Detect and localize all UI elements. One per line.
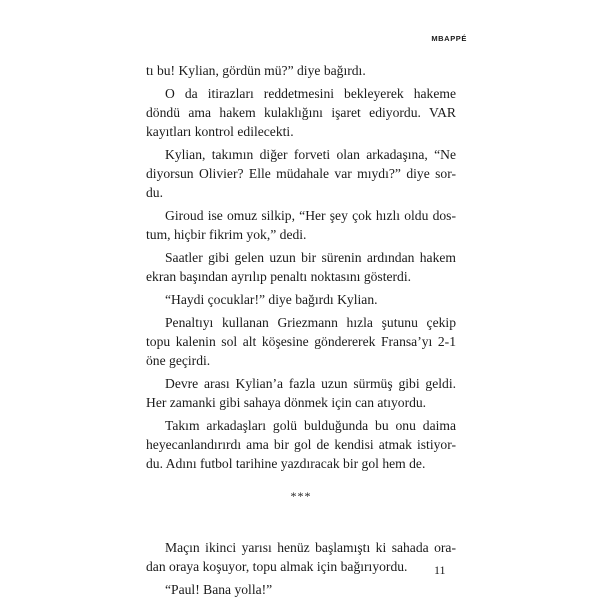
text-line: döndü ama hakem kulaklığını işaret ediyordu. VAR — [146, 105, 456, 120]
text-line: Her zamanki gibi sahaya dönmek için can atıyordu. — [146, 395, 427, 410]
section-separator: *** — [290, 489, 312, 503]
text-line: Maçın ikinci yarısı henüz başlamıştı ki sahada ora- — [165, 540, 456, 555]
page-number: 11 — [434, 563, 446, 577]
text-line: tı bu! Kylian, gördün mü?” diye bağırdı. — [146, 63, 366, 78]
text-line: tum, hiçbir fikrim yok,” dedi. — [146, 227, 307, 242]
text-line: heyecanlandırırdı ama bir gol de kendisi atmak istiyor- — [146, 437, 456, 452]
text-line: öne geçirdi. — [146, 353, 211, 368]
text-line: Giroud ise omuz silkip, “Her şey çok hızlı oldu dos- — [165, 208, 456, 223]
text-line: du. — [146, 185, 163, 200]
text-line: Kylian, takımın diğer forveti olan arkadaşına, “Ne — [165, 147, 456, 162]
text-line: O da itirazları reddetmesini bekleyerek hakeme — [165, 86, 456, 101]
text-line: dan oraya koşuyor, topu almak için bağırıyordu. — [146, 559, 408, 574]
text-line: Saatler gibi gelen uzun bir sürenin ardından hakem — [165, 250, 456, 265]
text-line: Penaltıyı kullanan Griezmann hızla şutunu çekip — [165, 315, 456, 330]
text-line: kayıtları kontrol edilecekti. — [146, 124, 294, 139]
text-line: Devre arası Kylian’a fazla uzun sürmüş gibi geldi. — [165, 376, 456, 391]
text-line: “Haydi çocuklar!” diye bağırdı Kylian. — [165, 292, 378, 307]
text-line: du. Adını futbol tarihine yazdıracak bir gol hem de. — [146, 456, 426, 471]
running-head: MBAPPÉ — [431, 34, 467, 43]
text-line: Takım arkadaşları golü bulduğunda bu onu daima — [165, 418, 456, 433]
text-line: “Paul! Bana yolla!” — [165, 582, 273, 597]
text-line: ekran başından ayrılıp penaltı noktasını gösterdi. — [146, 269, 412, 284]
body-text — [146, 61, 456, 599]
text-line: diyorsun Olivier? Elle müdahale var mıydı?” diye sor- — [146, 166, 456, 181]
text-line: topu kalenin sol alt köşesine göndererek Fransa’yı 2-1 — [146, 334, 456, 349]
